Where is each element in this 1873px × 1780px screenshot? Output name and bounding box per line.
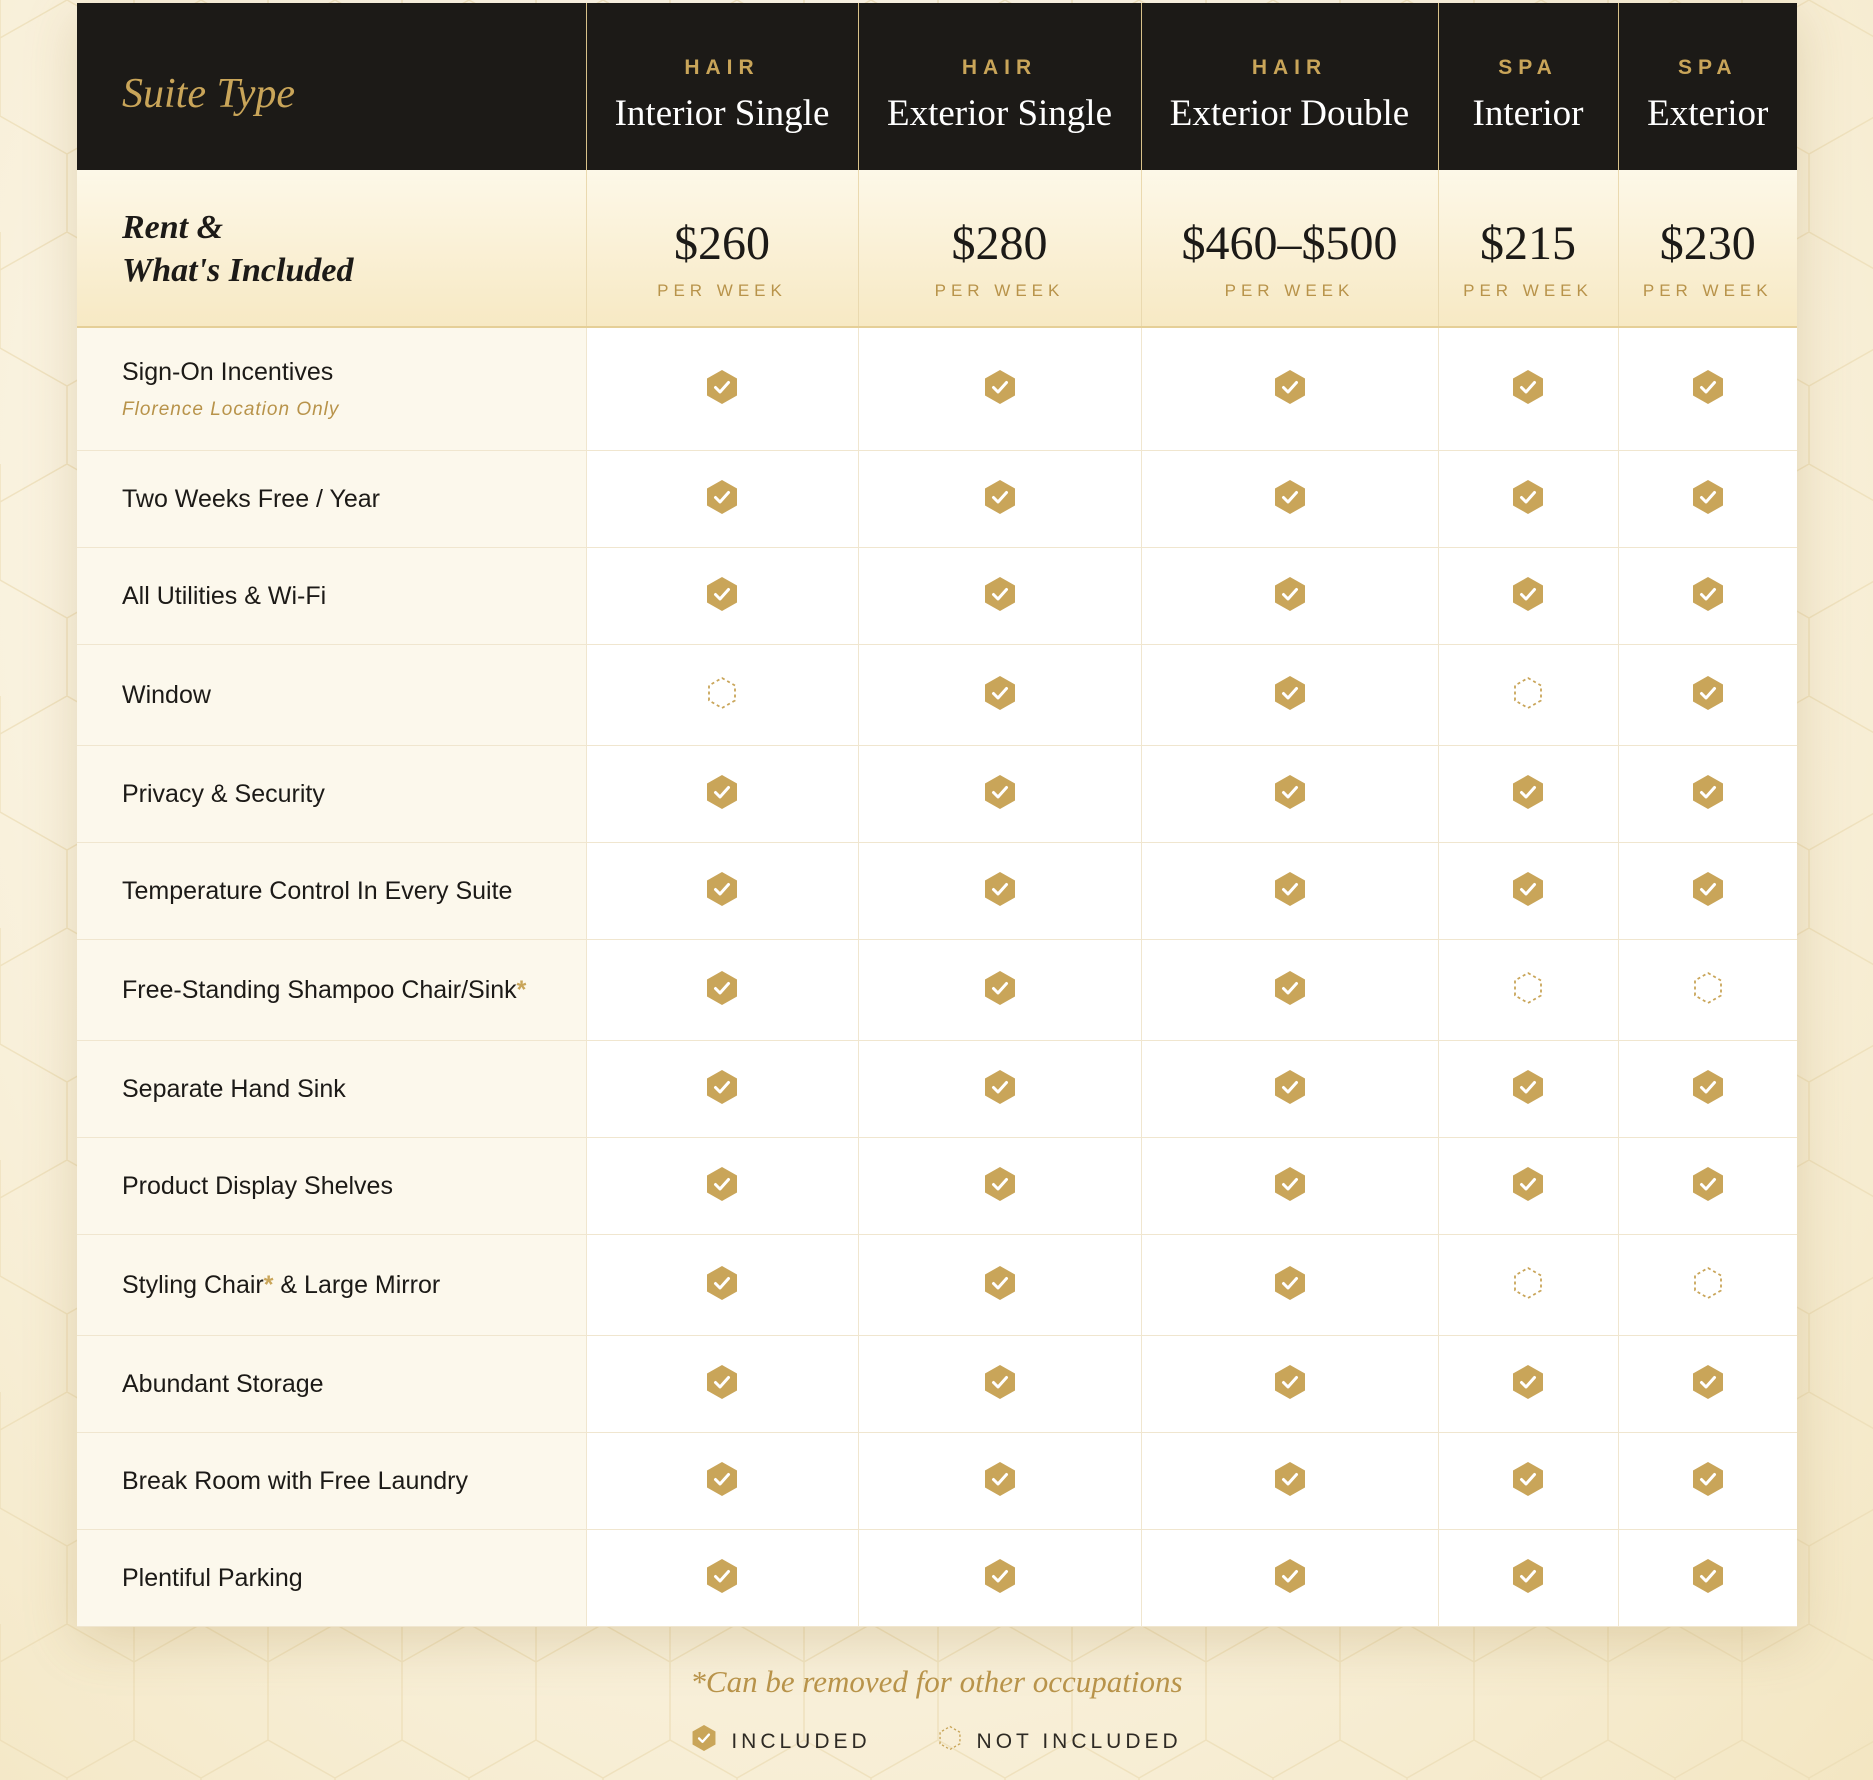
- hexagon-check-icon: [1511, 479, 1545, 520]
- feature-label-rest: & Large Mirror: [273, 1270, 441, 1299]
- hexagon-check-icon: [1691, 1166, 1725, 1207]
- legend-included-label: INCLUDED: [731, 1730, 871, 1754]
- feature-cell: [1618, 645, 1797, 746]
- hexagon-check-icon: [1691, 576, 1725, 617]
- feature-cell: [1438, 1138, 1618, 1235]
- feature-cell: [1141, 1433, 1438, 1530]
- feature-cell: [1438, 451, 1618, 548]
- dashed-hexagon-icon: [1691, 970, 1725, 1011]
- rent-label-line2: What's Included: [122, 252, 354, 289]
- feature-cell: [586, 548, 858, 645]
- feature-cell: [858, 1336, 1141, 1433]
- feature-cell: [1618, 1235, 1797, 1336]
- feature-cell: [1438, 940, 1618, 1041]
- feature-cell: [1141, 451, 1438, 548]
- feature-cell: [586, 1530, 858, 1627]
- feature-cell: [1618, 1041, 1797, 1138]
- rent-row: [77, 170, 1797, 327]
- column-category: HAIR: [684, 56, 760, 79]
- feature-label: Product Display Shelves: [122, 1171, 393, 1200]
- feature-cell: [1618, 1336, 1797, 1433]
- feature-cell: [1618, 1138, 1797, 1235]
- feature-cell: [1438, 843, 1618, 940]
- hexagon-check-icon: [705, 1069, 739, 1110]
- column-category: HAIR: [961, 56, 1038, 79]
- feature-cell: [1141, 746, 1438, 843]
- hexagon-check-icon: [1273, 871, 1307, 912]
- feature-label: Plentiful Parking: [122, 1563, 303, 1592]
- feature-label: Styling Chair: [122, 1270, 264, 1299]
- feature-cell: [858, 451, 1141, 548]
- hexagon-check-icon: [1691, 1364, 1725, 1405]
- legend-not-included-label: NOT INCLUDED: [976, 1730, 1182, 1754]
- feature-label-cell: [77, 327, 586, 451]
- table-header-row: [77, 3, 1797, 170]
- dashed-hexagon-icon: [705, 675, 739, 716]
- feature-label-cell: [77, 940, 586, 1041]
- feature-row: [77, 1041, 1797, 1138]
- feature-cell: [1141, 1235, 1438, 1336]
- feature-label-cell: [77, 1041, 586, 1138]
- feature-row: [77, 327, 1797, 451]
- feature-cell: [858, 940, 1141, 1041]
- price-value: $215: [1480, 216, 1576, 270]
- suite-comparison-table: [77, 3, 1797, 1627]
- hexagon-check-icon: [1511, 369, 1545, 410]
- footnote-area: [0, 1664, 1873, 1700]
- feature-cell: [586, 746, 858, 843]
- price-value: $280: [951, 216, 1048, 270]
- legend-not-included: [937, 1727, 1182, 1758]
- hexagon-check-icon: [1273, 1558, 1307, 1599]
- feature-cell: [1141, 843, 1438, 940]
- hexagon-check-icon: [983, 1461, 1017, 1502]
- feature-cell: [1141, 1336, 1438, 1433]
- hexagon-check-icon: [1511, 1461, 1545, 1502]
- feature-row: [77, 1336, 1797, 1433]
- feature-cell: [1438, 645, 1618, 746]
- hexagon-check-icon: [983, 1364, 1017, 1405]
- feature-cell: [1141, 548, 1438, 645]
- feature-label-cell: [77, 1336, 586, 1433]
- asterisk: *: [263, 1270, 274, 1299]
- hexagon-check-icon: [705, 1558, 739, 1599]
- hexagon-check-icon: [983, 970, 1017, 1011]
- feature-cell: [1438, 1235, 1618, 1336]
- hexagon-check-icon: [1273, 576, 1307, 617]
- feature-row: [77, 645, 1797, 746]
- hexagon-check-icon: [705, 970, 739, 1011]
- price-cell: [1618, 170, 1797, 327]
- column-header: [858, 3, 1141, 170]
- feature-cell: [1141, 327, 1438, 451]
- feature-cell: [586, 451, 858, 548]
- feature-cell: [1618, 451, 1797, 548]
- column-category: SPA: [1498, 56, 1558, 79]
- hexagon-check-icon: [1691, 479, 1725, 520]
- hexagon-check-icon: [1691, 1069, 1725, 1110]
- hexagon-check-icon: [1273, 1265, 1307, 1306]
- hexagon-check-icon: [983, 1069, 1017, 1110]
- hexagon-check-icon: [691, 1724, 717, 1758]
- column-name: Interior Single: [614, 93, 830, 134]
- legend: [0, 1727, 1873, 1758]
- column-header: [586, 3, 858, 170]
- column-name: Interior: [1472, 93, 1584, 134]
- footnote-text: *Can be removed for other occupations: [690, 1664, 1183, 1699]
- hexagon-check-icon: [1273, 675, 1307, 716]
- feature-cell: [858, 645, 1141, 746]
- dashed-hexagon-icon: [1691, 1265, 1725, 1306]
- column-header: [1618, 3, 1797, 170]
- price-cell: [858, 170, 1141, 327]
- feature-row: [77, 843, 1797, 940]
- feature-label-cell: [77, 1433, 586, 1530]
- feature-label: Separate Hand Sink: [122, 1074, 346, 1103]
- feature-cell: [858, 1235, 1141, 1336]
- hexagon-check-icon: [1691, 1558, 1725, 1599]
- hexagon-check-icon: [1273, 1166, 1307, 1207]
- feature-cell: [1618, 843, 1797, 940]
- feature-cell: [858, 746, 1141, 843]
- column-name: Exterior: [1647, 93, 1769, 134]
- hexagon-check-icon: [983, 1166, 1017, 1207]
- dashed-hexagon-icon: [1511, 970, 1545, 1011]
- feature-cell: [1438, 1530, 1618, 1627]
- price-value: $230: [1659, 216, 1756, 270]
- feature-row: [77, 1138, 1797, 1235]
- asterisk: *: [516, 975, 527, 1004]
- feature-cell: [1618, 327, 1797, 451]
- hexagon-check-icon: [1511, 1364, 1545, 1405]
- hexagon-check-icon: [705, 871, 739, 912]
- feature-label-cell: [77, 1530, 586, 1627]
- hexagon-check-icon: [1691, 774, 1725, 815]
- feature-cell: [1141, 1041, 1438, 1138]
- feature-note: Florence Location Only: [122, 398, 340, 420]
- feature-label: Window: [122, 680, 211, 709]
- legend-included: [691, 1727, 870, 1758]
- feature-label: Abundant Storage: [122, 1369, 324, 1398]
- hexagon-check-icon: [983, 576, 1017, 617]
- feature-cell: [586, 1041, 858, 1138]
- feature-label-cell: [77, 1138, 586, 1235]
- price-period: PER WEEK: [1642, 280, 1773, 300]
- hexagon-check-icon: [983, 774, 1017, 815]
- feature-cell: [1141, 1530, 1438, 1627]
- feature-cell: [858, 1041, 1141, 1138]
- feature-label: Temperature Control In Every Suite: [122, 876, 513, 905]
- feature-row: [77, 940, 1797, 1041]
- hexagon-check-icon: [1273, 1069, 1307, 1110]
- hexagon-check-icon: [705, 369, 739, 410]
- price-period: PER WEEK: [657, 280, 787, 300]
- hexagon-check-icon: [1273, 774, 1307, 815]
- feature-row: [77, 451, 1797, 548]
- feature-cell: [1438, 1041, 1618, 1138]
- hexagon-check-icon: [983, 369, 1017, 410]
- rent-label-cell: [77, 170, 586, 327]
- hexagon-check-icon: [1273, 479, 1307, 520]
- hexagon-check-icon: [983, 1265, 1017, 1306]
- hexagon-check-icon: [1273, 970, 1307, 1011]
- dashed-hexagon-icon: [1511, 1265, 1545, 1306]
- price-cell: [1438, 170, 1618, 327]
- feature-cell: [1141, 1138, 1438, 1235]
- column-name: Exterior Double: [1169, 93, 1410, 134]
- feature-label: All Utilities & Wi-Fi: [122, 581, 327, 610]
- price-period: PER WEEK: [1463, 280, 1593, 300]
- column-header: [1141, 3, 1438, 170]
- feature-row: [77, 1433, 1797, 1530]
- dashed-hexagon-icon: [1511, 675, 1545, 716]
- price-period: PER WEEK: [934, 280, 1065, 300]
- feature-cell: [586, 1235, 858, 1336]
- feature-cell: [1438, 1433, 1618, 1530]
- hexagon-check-icon: [705, 1461, 739, 1502]
- feature-cell: [858, 548, 1141, 645]
- feature-row: [77, 548, 1797, 645]
- feature-label-cell: [77, 1235, 586, 1336]
- feature-cell: [1618, 1433, 1797, 1530]
- price-cell: [1141, 170, 1438, 327]
- hexagon-check-icon: [705, 1265, 739, 1306]
- hexagon-check-icon: [983, 479, 1017, 520]
- feature-cell: [1141, 940, 1438, 1041]
- hexagon-check-icon: [1691, 369, 1725, 410]
- feature-label-cell: [77, 548, 586, 645]
- hexagon-check-icon: [1511, 774, 1545, 815]
- feature-cell: [1438, 1336, 1618, 1433]
- suite-type-header: [77, 3, 586, 170]
- feature-cell: [586, 1336, 858, 1433]
- hexagon-check-icon: [705, 1364, 739, 1405]
- price-cell: [586, 170, 858, 327]
- feature-cell: [1618, 746, 1797, 843]
- feature-cell: [858, 1138, 1141, 1235]
- feature-label-cell: [77, 746, 586, 843]
- feature-label-cell: [77, 843, 586, 940]
- feature-cell: [858, 1433, 1141, 1530]
- column-category: SPA: [1677, 56, 1738, 79]
- hexagon-check-icon: [983, 675, 1017, 716]
- pricing-table-card: [77, 3, 1797, 1627]
- price-period: PER WEEK: [1224, 280, 1355, 300]
- feature-cell: [858, 327, 1141, 451]
- hexagon-check-icon: [705, 774, 739, 815]
- hexagon-check-icon: [1273, 369, 1307, 410]
- feature-label: Break Room with Free Laundry: [122, 1466, 468, 1495]
- feature-cell: [1438, 548, 1618, 645]
- hexagon-check-icon: [1691, 871, 1725, 912]
- feature-label: Two Weeks Free / Year: [122, 484, 380, 513]
- feature-label-cell: [77, 451, 586, 548]
- hexagon-check-icon: [705, 576, 739, 617]
- feature-cell: [1438, 746, 1618, 843]
- feature-row: [77, 1235, 1797, 1336]
- feature-cell: [586, 1433, 858, 1530]
- feature-label-cell: [77, 645, 586, 746]
- feature-row: [77, 1530, 1797, 1627]
- feature-cell: [1141, 645, 1438, 746]
- feature-row: [77, 746, 1797, 843]
- feature-cell: [586, 940, 858, 1041]
- feature-cell: [1618, 940, 1797, 1041]
- feature-label: Privacy & Security: [122, 779, 325, 808]
- price-value: $260: [674, 216, 770, 270]
- feature-label: Free-Standing Shampoo Chair/Sink: [122, 975, 517, 1004]
- rent-label-line1: Rent &: [122, 209, 224, 246]
- feature-label: Sign-On Incentives: [122, 357, 334, 386]
- dashed-hexagon-icon: [937, 1724, 963, 1758]
- hexagon-check-icon: [1511, 871, 1545, 912]
- hexagon-check-icon: [983, 1558, 1017, 1599]
- hexagon-check-icon: [1511, 1558, 1545, 1599]
- hexagon-check-icon: [1691, 1461, 1725, 1502]
- column-category: HAIR: [1251, 56, 1328, 79]
- hexagon-check-icon: [1691, 675, 1725, 716]
- suite-type-title: Suite Type: [122, 70, 296, 117]
- hexagon-check-icon: [705, 479, 739, 520]
- feature-cell: [586, 1138, 858, 1235]
- hexagon-check-icon: [1273, 1461, 1307, 1502]
- feature-cell: [858, 843, 1141, 940]
- price-value: $460–$500: [1181, 216, 1398, 270]
- column-header: [1438, 3, 1618, 170]
- feature-cell: [1618, 1530, 1797, 1627]
- feature-cell: [858, 1530, 1141, 1627]
- hexagon-check-icon: [1273, 1364, 1307, 1405]
- feature-cell: [1438, 327, 1618, 451]
- feature-cell: [1618, 548, 1797, 645]
- column-name: Exterior Single: [886, 93, 1113, 134]
- feature-cell: [586, 327, 858, 451]
- feature-cell: [586, 645, 858, 746]
- feature-cell: [586, 843, 858, 940]
- hexagon-check-icon: [1511, 1069, 1545, 1110]
- hexagon-check-icon: [1511, 1166, 1545, 1207]
- hexagon-check-icon: [1511, 576, 1545, 617]
- hexagon-check-icon: [705, 1166, 739, 1207]
- hexagon-check-icon: [983, 871, 1017, 912]
